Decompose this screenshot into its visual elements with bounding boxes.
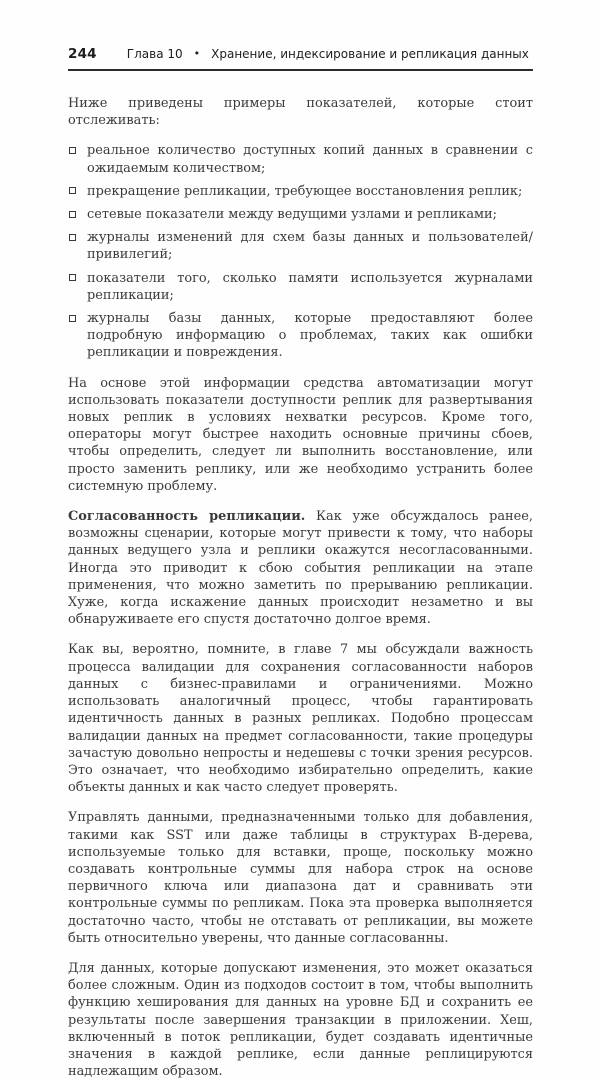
paragraph-lead: Согласованность репликации. (68, 509, 306, 525)
square-bullet-icon (69, 187, 76, 194)
paragraph-text: Для данных, которые допускают изменения, это может оказаться более сложным. Один из подходов состоит в том, чтобы выполнить функцию хеширования для данных на уровне БД и сохранить ее результаты после завершения транзакции в приложении. Хеш, включенный в поток репликации, будет создавать идентичные значения в каждой реплике, если данные реплицируются надлежащим образом. (68, 960, 533, 1080)
running-head (68, 46, 533, 71)
paragraph (68, 960, 533, 1080)
list-item-text: реальное количество доступных копий данных в сравнении с ожидаемым количеством; (87, 143, 533, 176)
paragraph (68, 641, 533, 796)
square-bullet-icon (69, 211, 76, 218)
list-item-text: журналы базы данных, которые предоставляют более подробную информацию о проблемах, таких как ошибки репликации и повреждения. (87, 311, 533, 361)
list-item (68, 310, 533, 362)
list-item (68, 206, 533, 223)
page-number: 244 (68, 46, 97, 62)
paragraph (68, 809, 533, 947)
list-item-text: показатели того, сколько памяти используется журналами репликации; (87, 270, 533, 303)
paragraph-text: Управлять данными, предназначенными только для добавления, такими как SST или даже таблицы в структурах B-дерева, используемые только для вставки, проще, поскольку можно создавать контрольные суммы для набора строк на основе первичного ключа или диапазона дат и сравнивать эти контрольные суммы по репликам. Пока эта проверка выполняется достаточно часто, чтобы не отставать от репликации, вы можете быть относительно уверены, что данные согласованны. (68, 810, 533, 946)
list-item (68, 142, 533, 176)
metric-list (68, 142, 533, 361)
paragraph-text: Как уже обсуждалось ранее, возможны сценарии, которые могут привести к тому, что наборы данных ведущего узла и реплики окажутся несогласованными. Иногда это приводит к сбою события репликации на этапе применения, что можно заметить по прерыванию репликации. Хуже, когда искажение данных происходит незаметно и вы обнаруживаете его спустя достаточно долгое время. (68, 509, 533, 628)
list-item (68, 183, 533, 200)
chapter-title: Хранение, индексирование и репликация данных (211, 47, 529, 61)
list-item (68, 229, 533, 263)
square-bullet-icon (69, 234, 76, 241)
paragraph-text: На основе этой информации средства автоматизации могут использовать показатели доступности реплик для развертывания новых реплик в условиях нехватки ресурсов. Кроме того, операторы могут быстрее находить основные причины сбоев, чтобы определить, следует ли выполнить восстановление, или просто заменить реплику, или же необходимо устранить более системную проблему. (68, 375, 533, 494)
square-bullet-icon (69, 274, 76, 281)
paragraph-text: Как вы, вероятно, помните, в главе 7 мы обсуждали важность процесса валидации для сохранения согласованности наборов данных с бизнес-правилами и ограничениями. Можно использовать аналогичный процесс, чтобы гарантировать идентичность данных в разных репликах. Подобно процессам валидации данных на предмет согласованности, такие процедуры зачастую довольно непросты и недешевы с точки зрения ресурсов. Это означает, что необходимо избирательно определить, какие объекты данных и как часто следует проверять. (68, 642, 533, 796)
paragraph (68, 375, 533, 495)
intro-paragraph: Ниже приведены примеры показателей, которые стоит отслеживать: (68, 96, 533, 129)
list-item (68, 270, 533, 304)
list-item-text: сетевые показатели между ведущими узлами и репликами; (87, 207, 497, 223)
list-item-text: прекращение репликации, требующее восстановления реплик; (87, 183, 523, 199)
bullet-separator-icon: • (193, 47, 201, 60)
page-body (68, 95, 533, 1080)
paragraph (68, 508, 533, 628)
square-bullet-icon (69, 315, 76, 322)
list-item-text: журналы изменений для схем базы данных и пользователей/привилегий; (87, 230, 533, 263)
square-bullet-icon (69, 147, 76, 154)
chapter-label: Глава 10 (126, 47, 183, 61)
